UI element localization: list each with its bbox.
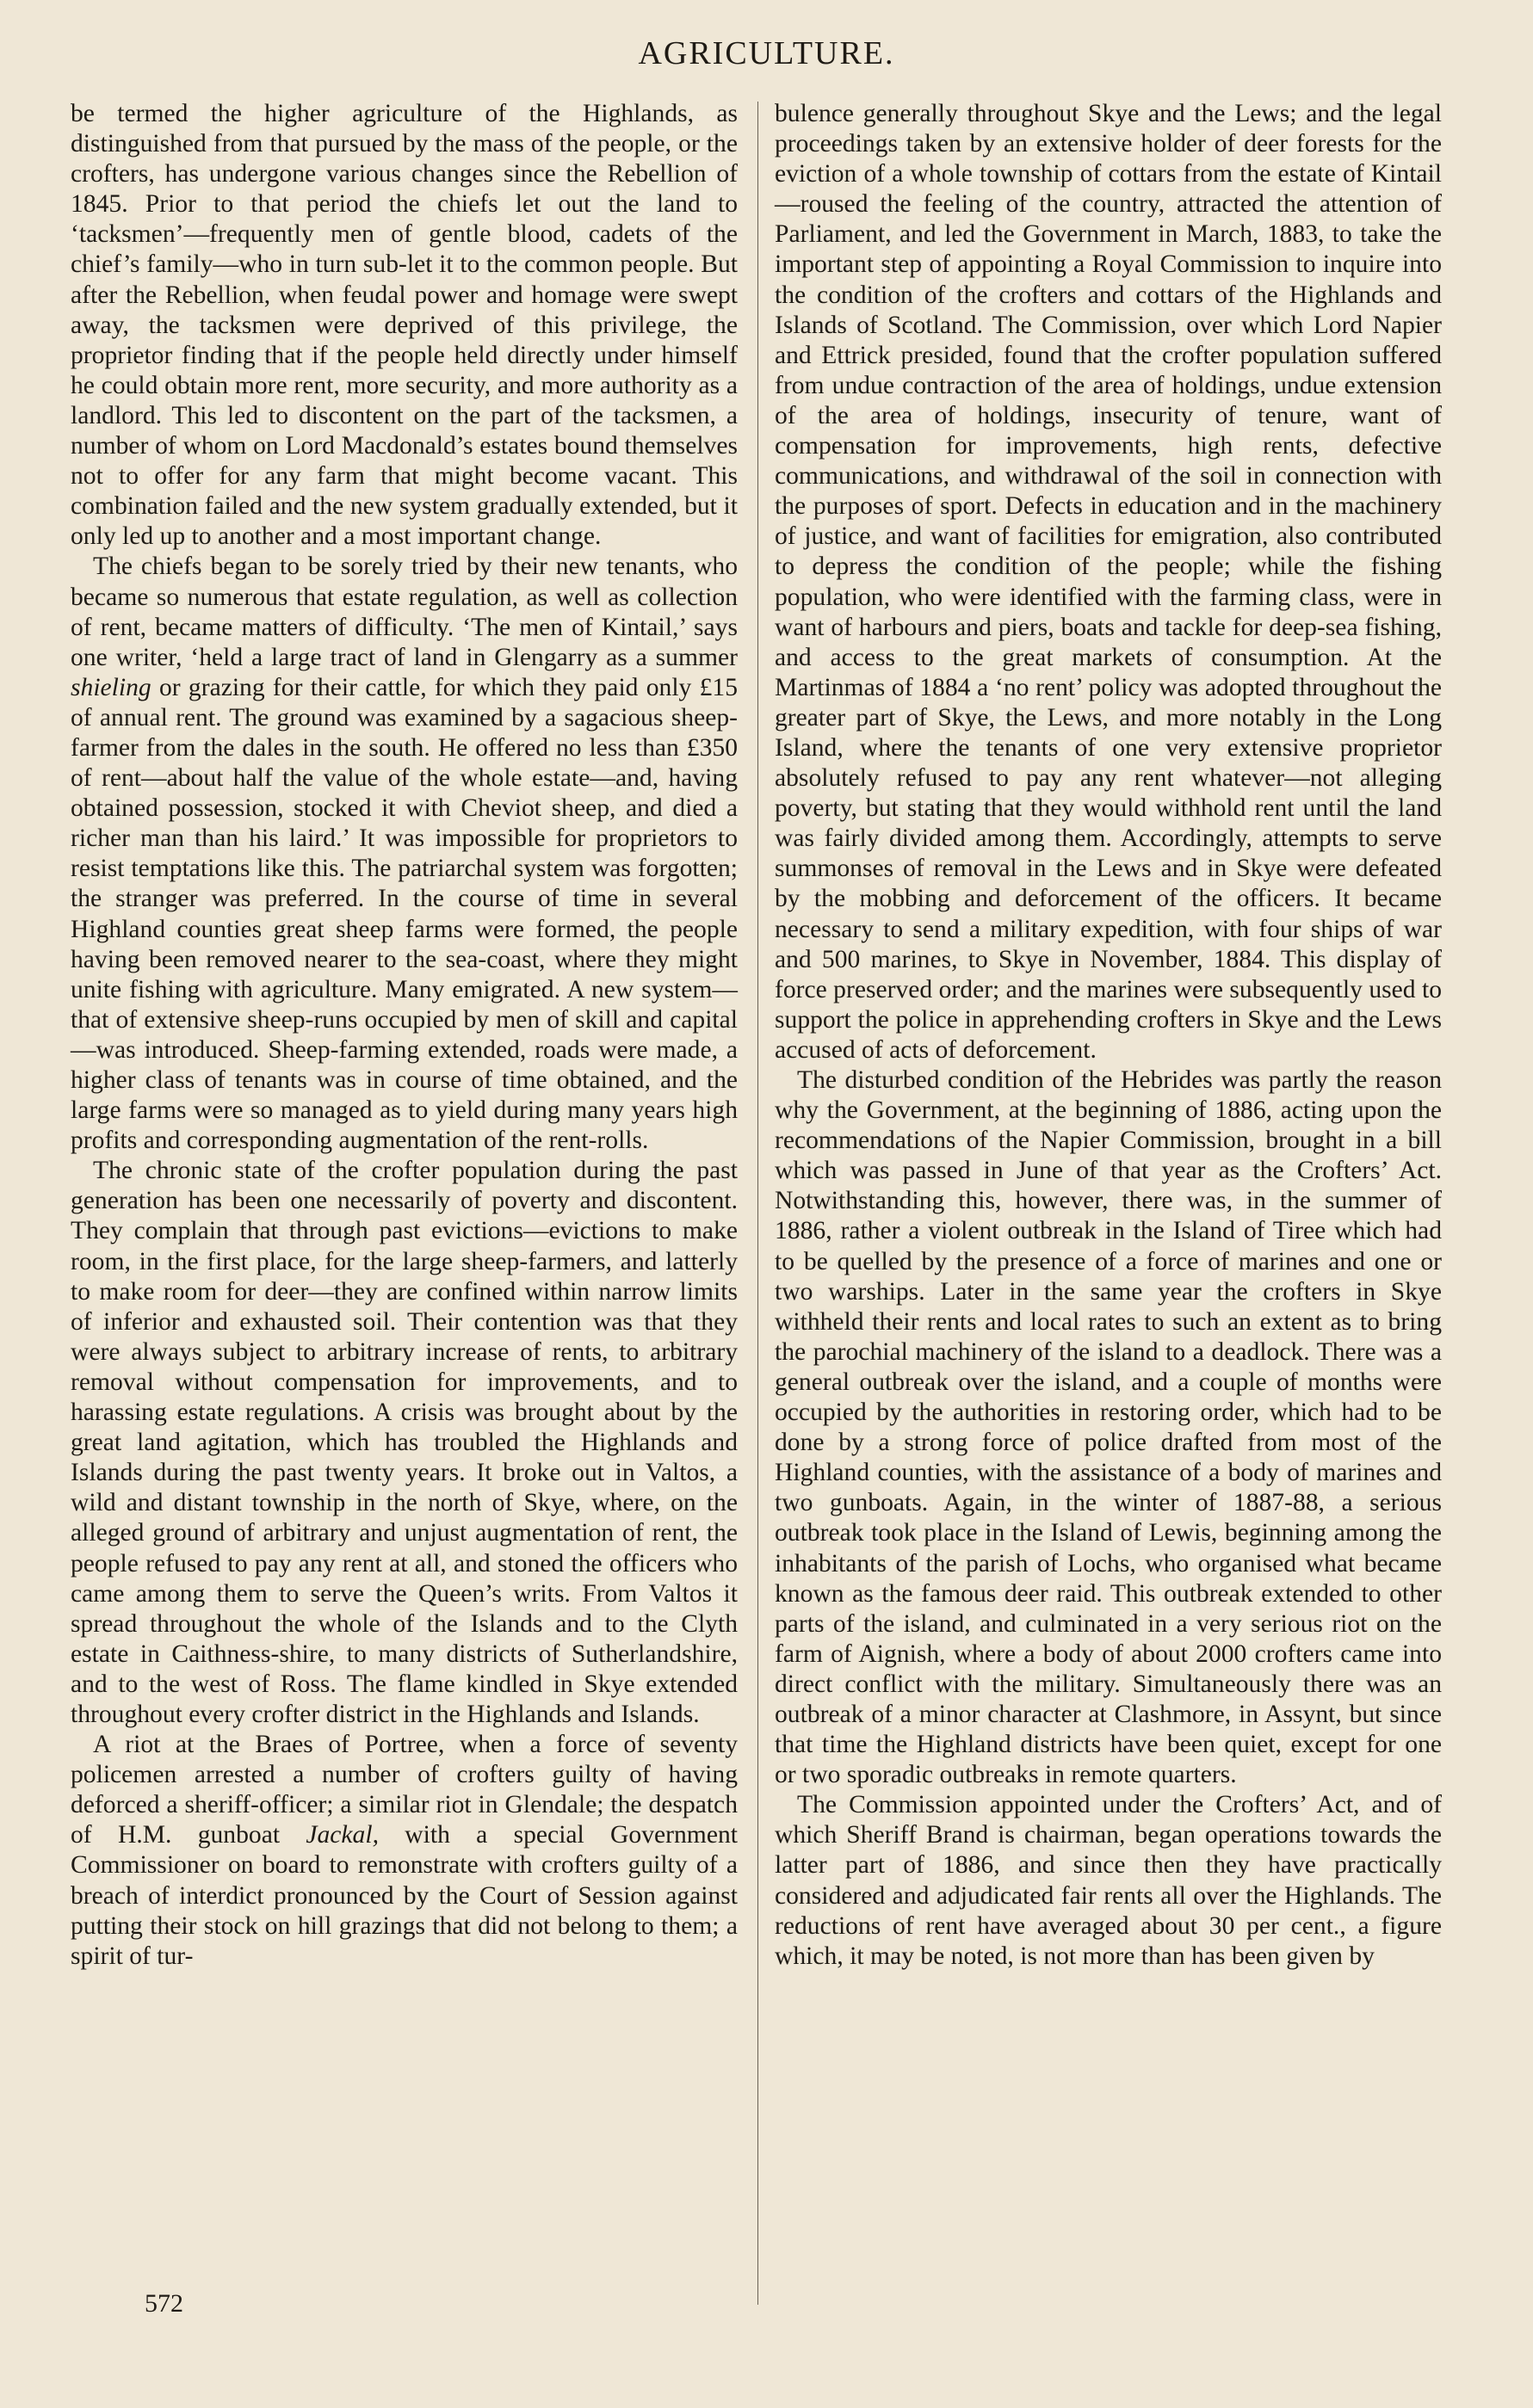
right-column [775,99,1442,1972]
paragraph [71,1156,738,1730]
paragraph-text: The disturbed condition of the Hebrides was partly the reason why the Government, at the beginning of 1886, acting upon the recommendations of the Napier Commission, brought in a bill which was passed in June of that year as the Crofters’ Act. Notwithstanding this, however, there was, in the summer of 1886, rather a violent outbreak in the Island of Tiree which had to be quelled by the presence of a force of marines and one or two warships. Later in the same year the crofters in Skye withheld their rents and local rates to such an extent as to bring the parochial machinery of the island to a deadlock. There was a general outbreak over the island, and a couple of months were occupied by the authorities in restoring order, which had to be done by a strong force of police drafted from most of the Highland counties, with the assistance of a body of marines and two gunboats. Again, in the winter of 1887-88, a serious outbreak took place in the Island of Lewis, beginning among the inhabitants of the parish of Lochs, who organised what became known as the famous deer raid. This outbreak extended to other parts of the island, and culminated in a very serious riot on the farm of Aignish, where a body of about 2000 crofters came into direct conflict with the military. Simultaneously there was an outbreak of a minor character at Clashmore, in Assynt, but since that time the Highland districts have been quiet, except for one or two sporadic outbreaks in remote quarters. [775,1066,1442,1789]
paragraph [775,99,1442,1065]
italic-term: shieling [71,673,151,701]
column-divider [757,102,758,2305]
left-column [71,99,738,1972]
paragraph-text: A riot at the Braes of Portree, when a force of seventy policemen arrested a number of crofters guilty of having deforced a sheriff-officer; a similar riot in Glendale; the despatch of H.M. gunboat [71,1731,738,1849]
paragraph-text: The chronic state of the crofter population during the past generation has been one necessarily of poverty and discontent. They complain that through past evictions—evictions to make room, in the first place, for the large sheep-farmers, and latterly to make room for deer—they are confined within narrow limits of inferior and exhausted soil. Their contention was that they were always subject to arbitrary increase of rents, to arbitrary removal without compensation for improvements, and to harassing estate regulations. A crisis was brought about by the great land agitation, which has troubled the Highlands and Islands during the past twenty years. It broke out in Valtos, a wild and distant township in the north of Skye, where, on the alleged ground of arbitrary and unjust augmentation of rent, the people refused to pay any rent at all, and stoned the officers who came among them to serve the Queen’s writs. From Valtos it spread throughout the whole of the Islands and to the Clyth estate in Caithness-shire, to many districts of Sutherlandshire, and to the west of Ross. The flame kindled in Skye extended throughout every crofter district in the Highlands and Islands. [71,1157,738,1728]
paragraph-text: The chiefs began to be sorely tried by their new tenants, who became so numerous that estate regulation, as well as collection of rent, became matters of difficulty. ‘The men of Kintail,’ says one writer, ‘held a large tract of land in Glengarry as a summer [71,553,738,671]
paragraph-text: bulence generally throughout Skye and the Lews; and the legal proceedings taken by an extensive holder of deer forests for the eviction of a whole township of cottars from the estate of Kintail—roused the feeling of the country, attracted the attention of Parliament, and led the Government in March, 1883, to take the important step of appointing a Royal Commission to inquire into the condition of the crofters and cottars of the Highlands and Islands of Scotland. The Commission, over which Lord Napier and Ettrick presided, found that the crofter population suffered from undue contraction of the area of holdings, undue extension of the area of holdings, insecurity of tenure, want of compensation for improvements, high rents, defective communications, and withdrawal of the soil in connection with the purposes of sport. Defects in education and in the machinery of justice, and want of facilities for emigration, also contributed to depress the condition of the people; while the fishing population, who were identified with the farming class, were in want of harbours and piers, boats and tackle for deep-sea fishing, and access to the great markets of consumption. At the Martinmas of 1884 a ‘no rent’ policy was adopted throughout the greater part of Skye, the Lews, and more notably in the Long Island, where the tenants of one very extensive proprietor absolutely refused to pay any rent whatever—not alleging poverty, but stating that they would withhold rent until the land was fairly divided among them. Accordingly, attempts to serve summonses of removal in the Lews and in Skye were defeated by the mobbing and deforcement of the officers. It became necessary to send a military expedition, with four ships of war and 500 marines, to Skye in November, 1884. This display of force preserved order; and the marines were subsequently used to support the police in apprehending crofters in Skye and the Lews accused of acts of deforcement. [775,100,1442,1064]
paragraph-text: The Commission appointed under the Crofters’ Act, and of which Sheriff Brand is chairman, began operations towards the latter part of 1886, and since then they have practically considered and adjudicated fair rents all over the Highlands. The reductions of rent have averaged about 30 per cent., a figure which, it may be noted, is not more than has been given by [775,1791,1442,1970]
paragraph [775,1790,1442,1972]
running-head: AGRICULTURE. [638,35,895,71]
paragraph [71,552,738,1156]
paragraph [71,1730,738,1972]
paragraph-text: with a special Government Commissioner on board to remonstrate with crofters guilty of a breach of interdict pronounced by the Court of Session against putting their stock on hill grazings that did not belong to them; a spirit of tur- [71,1821,738,1970]
paragraph [71,99,738,552]
paragraph-text: or grazing for their cattle, for which they paid only £15 of annual rent. The ground was examined by a sagacious sheep-farmer from the dales in the south. He offered no less than £350 of rent—about half the value of the whole estate—and, having obtained possession, stocked it with Cheviot sheep, and died a richer man than his laird.’ It was impossible for proprietors to resist temptations like this. The patriarchal system was forgotten; the stranger was preferred. In the course of time in several Highland counties great sheep farms were formed, the people having been removed nearer to the sea-coast, where they might unite fishing with agriculture. Many emigrated. A new system—that of extensive sheep-runs occupied by men of skill and capital—was introduced. Sheep-farming extended, roads were made, a higher class of tenants was in course of time obtained, and the large farms were so managed as to yield during many years high profits and corresponding augmentation of the rent-rolls. [71,673,738,1155]
paragraph [775,1065,1442,1790]
page-number: 572 [145,2289,183,2318]
italic-term: Jackal, [306,1821,379,1849]
paragraph-text: be termed the higher agriculture of the Highlands, as distinguished from that pursued by the mass of the people, or the crofters, has undergone various changes since the Rebellion of 1845. Prior to that period the chiefs let out the land to ‘tacksmen’—frequently men of gentle blood, cadets of the chief’s family—who in turn sub-let it to the common people. But after the Rebellion, when feudal power and homage were swept away, the tacksmen were deprived of this privilege, the proprietor finding that if the people held directly under himself he could obtain more rent, more security, and more authority as a landlord. This led to discontent on the part of the tacksmen, a number of whom on Lord Macdonald’s estates bound themselves not to offer for any farm that might become vacant. This combination failed and the new system gradually extended, but it only led up to another and a most important change. [71,100,738,551]
